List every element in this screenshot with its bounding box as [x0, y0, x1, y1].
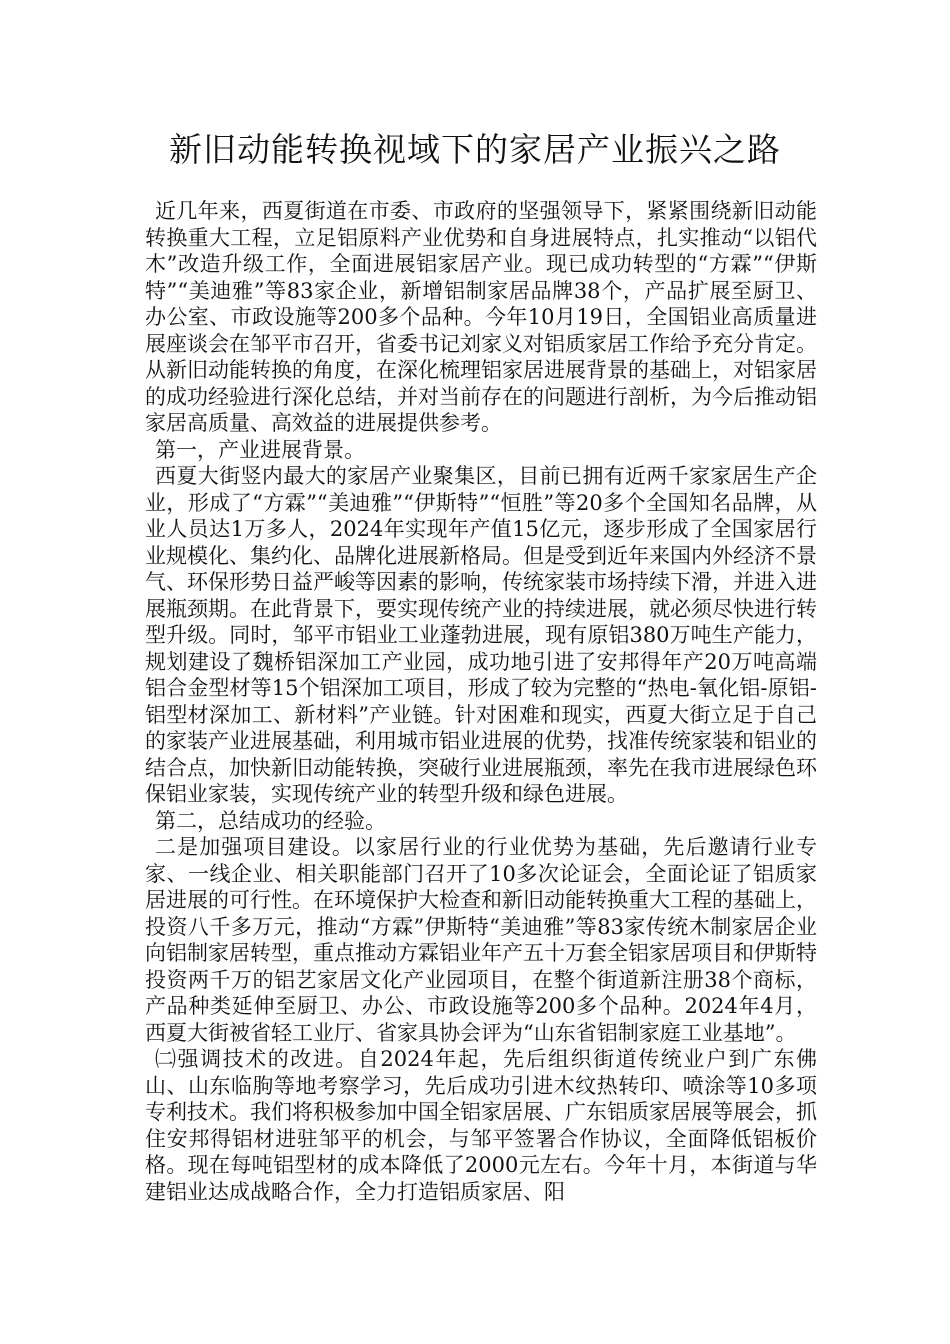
section-heading-experience: 第二，总结成功的经验。	[155, 808, 386, 833]
paragraph-technology-improvement: ㈡强调技术的改进。自2024年起，先后组织街道传统业户到广东佛山、山东临朐等地考察学习，先后成功引进木纹热转印、喷涂等10多项专利技术。我们将积极参加中国全铝家居展、广东铝质家居展等展会，抓住安邦得铝材进驻邹平的机会，与邹平签署合作协议，全面降低铝板价格。现在每吨铝型材的成本降低了2000元左右。今年十月，本街道与华建铝业达成战略合作，全力打造铝质家居、阳	[145, 1047, 817, 1204]
document-title: 新旧动能转换视域下的家居产业振兴之路	[169, 130, 781, 169]
document-body	[145, 198, 817, 1205]
paragraph-background: 西夏大街竖内最大的家居产业聚集区，目前已拥有近两千家家居生产企业，形成了“方霖”“美迪雅”“伊斯特”“恒胜”等20多个全国知名品牌，从业人员达1万多人，2024年实现年产值15亿元，逐步形成了全国家居行业规模化、集约化、品牌化进展新格局。但是受到近年来国内外经济不景气、环保形势日益严峻等因素的影响，传统家装市场持续下滑，并进入进展瓶颈期。在此背景下，要实现传统产业的持续进展，就必须尽快进行转型升级。同时，邹平市铝业工业蓬勃进展，现有原铝380万吨生产能力，规划建设了魏桥铝深加工产业园，成功地引进了安邦得年产20万吨高端铝合金型材等15个铝深加工项目，形成了较为完整的“热电-氧化铝-原铝-铝型材深加工、新材料”产业链。针对困难和现实，西夏大街立足于自己的家装产业进展基础，利用城市铝业进展的优势，找准传统家装和铝业的结合点，加快新旧动能转换，突破行业进展瓶颈，率先在我市进展绿色环保铝业家装，实现传统产业的转型升级和绿色进展。	[145, 464, 817, 806]
paragraph-intro: 近几年来，西夏街道在市委、市政府的坚强领导下，紧紧围绕新旧动能转换重大工程，立足铝原料产业优势和自身进展特点，扎实推动“以铝代木”改造升级工作，全面进展铝家居产业。现已成功转型的“方霖”“伊斯特”“美迪雅”等83家企业，新增铝制家居品牌38个，产品扩展至厨卫、办公室、市政设施等200多个品种。今年10月19日，全国铝业高质量进展座谈会在邹平市召开，省委书记刘家义对铝质家居工作给予充分肯定。从新旧动能转换的角度，在深化梳理铝家居进展背景的基础上，对铝家居的成功经验进行深化总结，并对当前存在的问题进行剖析，为今后推动铝家居高质量、高效益的进展提供参考。	[145, 199, 817, 435]
paragraph-project-construction: 二是加强项目建设。以家居行业的行业优势为基础，先后邀请行业专家、一线企业、相关职能部门召开了10多次论证会，全面论证了铝质家居进展的可行性。在环境保护大检查和新旧动能转换重大工程的基础上，投资八千多万元，推动“方霖”伊斯特“美迪雅”等83家传统木制家居企业向铝制家居转型，重点推动方霖铝业年产五十万套全铝家居项目和伊斯特投资两千万的铝艺家居文化产业园项目，在整个街道新注册38个商标，产品种类延伸至厨卫、办公、市政设施等200多个品种。2024年4月，西夏大街被省轻工业厅、省家具协会评为“山东省铝制家庭工业基地”。	[145, 835, 817, 1045]
section-heading-background: 第一，产业进展背景。	[155, 437, 365, 462]
